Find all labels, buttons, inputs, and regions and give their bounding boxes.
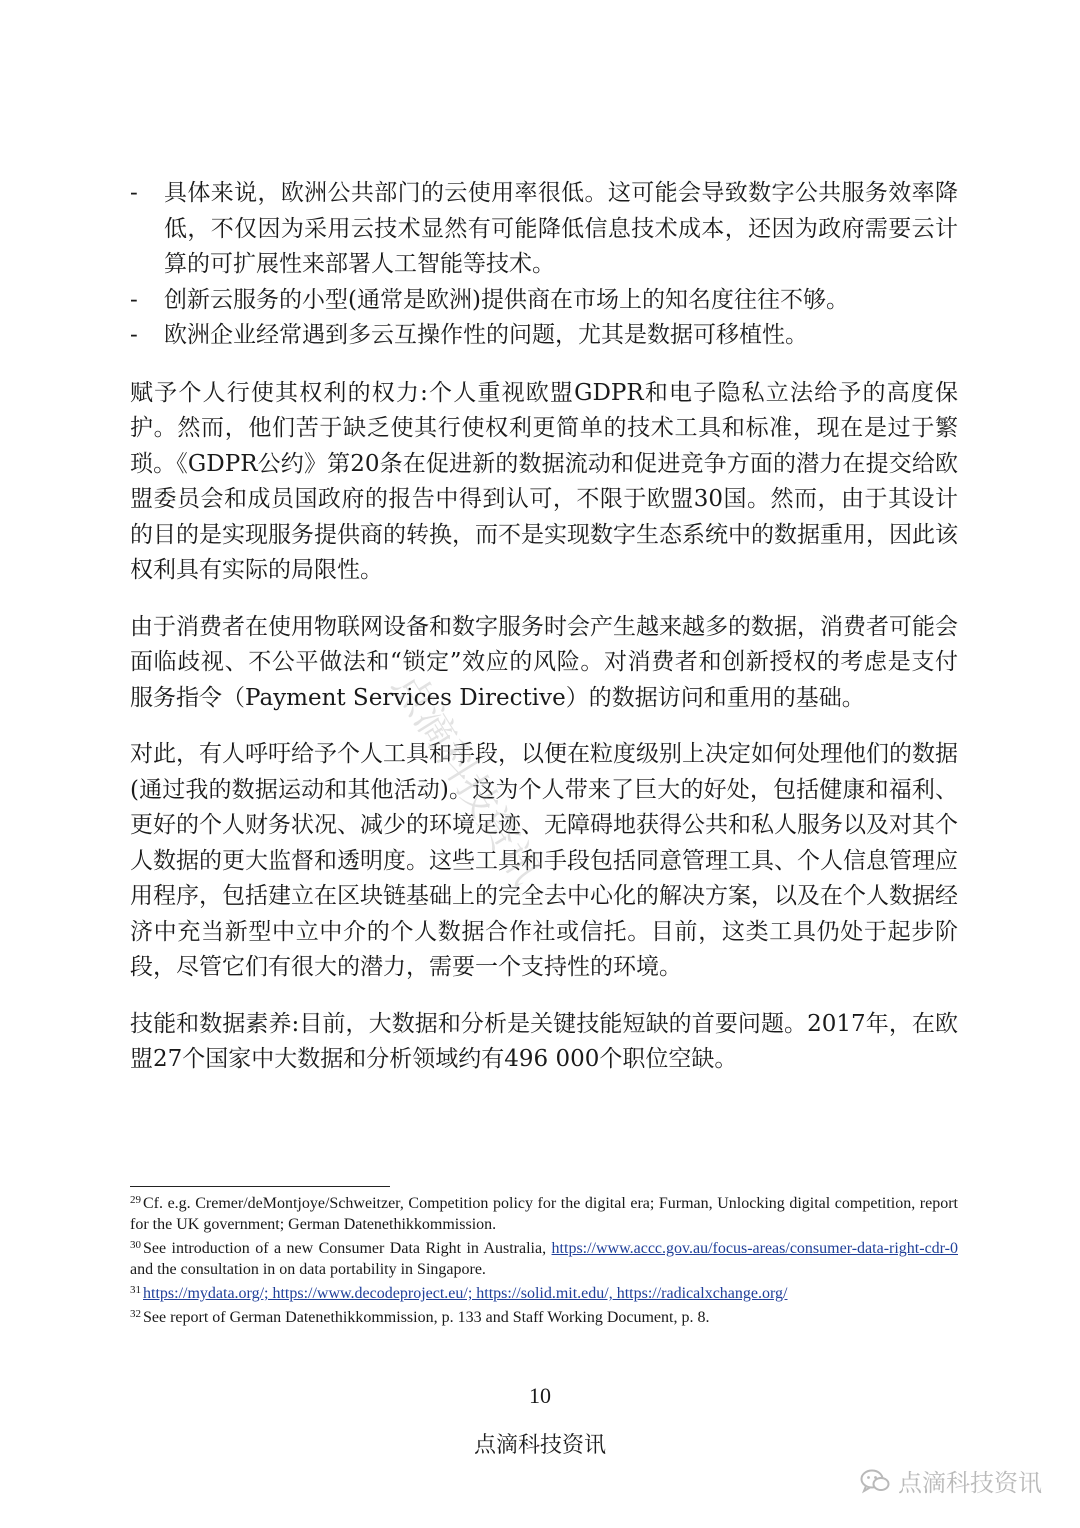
footnote-text: See report of German Datenethikkommission, p. 133 and Staff Working Document, p. 8. <box>143 1309 710 1326</box>
bullet-marker: - <box>130 286 138 313</box>
footnote-30 <box>130 1235 958 1280</box>
wechat-icon <box>860 1468 890 1494</box>
footnote-links[interactable]: https://mydata.org/; https://www.decodeproject.eu/; https://solid.mit.edu/, https://radicalxchange.org/ <box>143 1285 788 1302</box>
bullet-text: 欧洲企业经常遇到多云互操作性的问题，尤其是数据可移植性。 <box>164 322 808 348</box>
list-item <box>130 318 958 354</box>
footnote-number: 32 <box>130 1308 141 1320</box>
bullet-text: 创新云服务的小型(通常是欧洲)提供商在市场上的知名度往往不够。 <box>164 286 849 313</box>
list-item <box>130 176 958 283</box>
paragraph-consumers: 由于消费者在使用物联网设备和数字服务时会产生越来越多的数据，消费者可能会面临歧视、不公平做法和“锁定”效应的风险。对消费者和创新授权的考虑是支付服务指令（Payment Services Directive）的数据访问和重用的基础。 <box>130 613 958 711</box>
footnote-text: and the consultation in on data portability in Singapore. <box>130 1261 486 1278</box>
footnote-text: Cf. e.g. Cremer/deMontjoye/Schweitzer, Competition policy for the digital era; Furman, Unlocking digital competition, report for the UK government; German Datenethikkommission. <box>130 1195 958 1233</box>
footnote-number: 29 <box>130 1194 141 1206</box>
footnote-29 <box>130 1190 958 1235</box>
footnote-number: 30 <box>130 1239 141 1251</box>
watermark: 点滴科技资讯 <box>383 664 550 893</box>
bullet-text: 具体来说，欧洲公共部门的云使用率很低。这可能会导致数字公共服务效率降低，不仅因为采用云技术显然有可能降低信息技术成本，还因为政府需要云计算的可扩展性来部署人工智能等技术。 <box>164 180 958 277</box>
bullet-marker: - <box>130 322 138 348</box>
paragraph-skills: 技能和数据素养:目前，大数据和分析是关键技能短缺的首要问题。2017年，在欧盟27个国家中大数据和分析领域约有496 000个职位空缺。 <box>130 1010 958 1072</box>
page-footer: 点滴科技资讯 <box>473 1433 606 1458</box>
footnote-number: 31 <box>130 1284 141 1296</box>
list-item <box>130 283 958 319</box>
footnote-separator <box>130 1186 390 1187</box>
footnotes <box>130 1190 958 1328</box>
wechat-account-tag <box>860 1463 1042 1498</box>
footnote-31 <box>130 1280 958 1304</box>
footnote-link[interactable]: https://www.accc.gov.au/focus-areas/consumer-data-right-cdr-0 <box>551 1240 958 1257</box>
main-content <box>130 176 958 1099</box>
bullet-list <box>130 176 958 354</box>
paragraph-empowerment: 赋予个人行使其权利的权力:个人重视欧盟GDPR和电子隐私立法给予的高度保护。然而，他们苦于缺乏使其行使权利更简单的技术工具和标准，现在是过于繁琐。《GDPR公约》第20条在促进新的数据流动和促进竞争方面的潜力在提交给欧盟委员会和成员国政府的报告中得到认可，不限于欧盟30国。然而，由于其设计的目的是实现服务提供商的转换，而不是实现数字生态系统中的数据重用，因此该权利具有实际的局限性。 <box>130 379 958 583</box>
footnote-32 <box>130 1304 958 1328</box>
wechat-account-name: 点滴科技资讯 <box>898 1469 1042 1497</box>
page-number: 10 <box>529 1383 551 1408</box>
bullet-marker: - <box>130 180 138 206</box>
paragraph-tools: 对此，有人呼吁给予个人工具和手段，以便在粒度级别上决定如何处理他们的数据(通过我的数据运动和其他活动)。这为个人带来了巨大的好处，包括健康和福利、更好的个人财务状况、减少的环境足迹、无障碍地获得公共和私人服务以及对其个人数据的更大监督和透明度。这些工具和手段包括同意管理工具、个人信息管理应用程序，包括建立在区块链基础上的完全去中心化的解决方案，以及在个人数据经济中充当新型中立中介的个人数据合作社或信托。目前，这类工具仍处于起步阶段，尽管它们有很大的潜力，需要一个支持性的环境。 <box>130 741 958 980</box>
footnote-text: See introduction of a new Consumer Data Right in Australia, <box>143 1240 552 1257</box>
